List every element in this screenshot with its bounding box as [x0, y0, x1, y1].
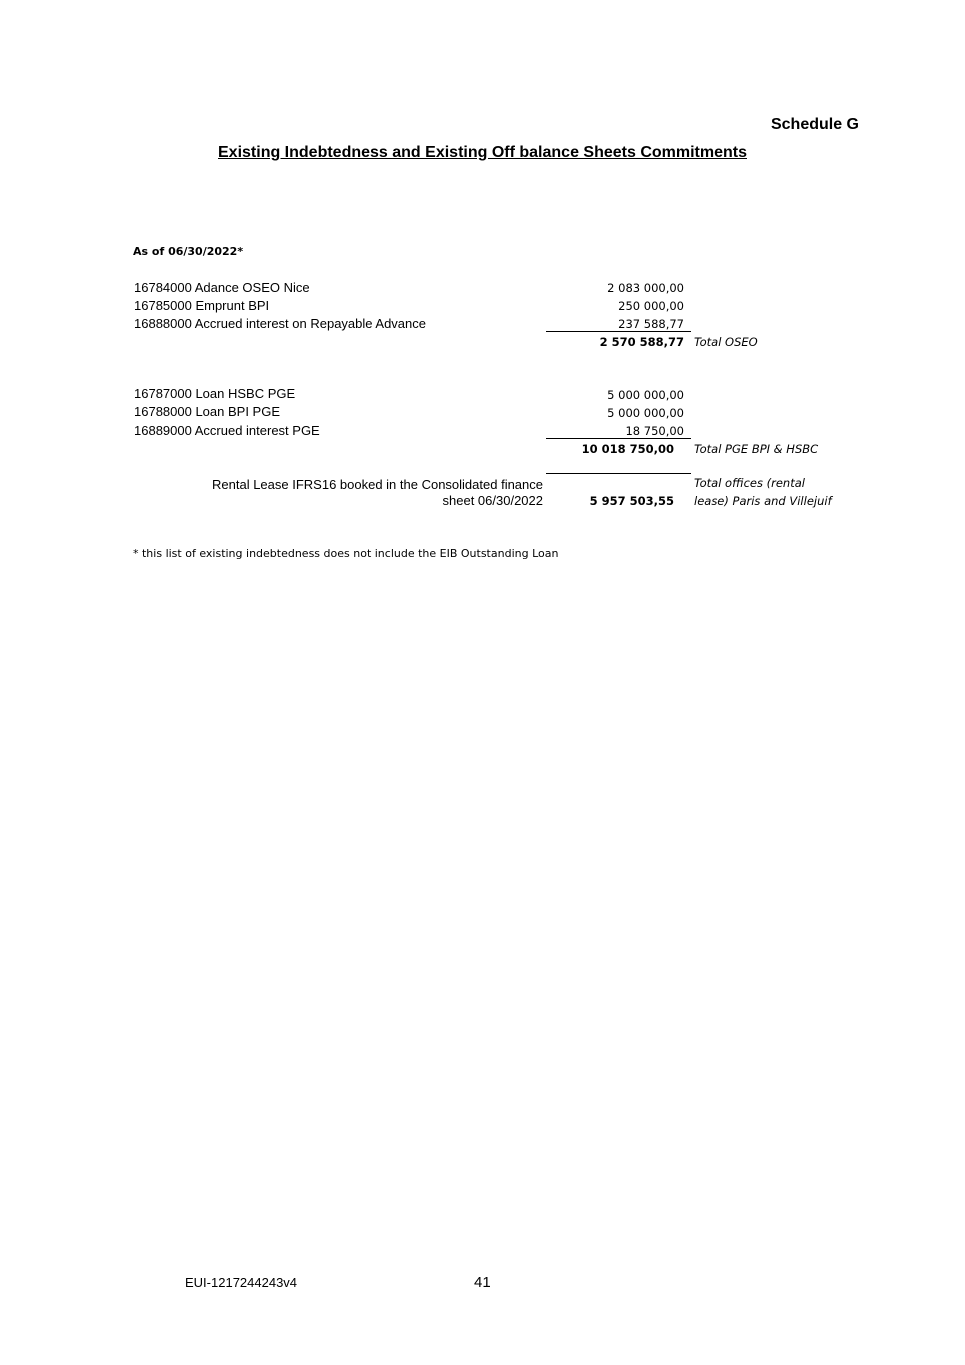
oseo-total-label: Total OSEO [694, 335, 758, 349]
oseo-row-2-amount: 250 000,00 [618, 299, 684, 313]
pge-row-1-description: 16787000 Loan HSBC PGE [134, 386, 296, 401]
pge-row-1-amount: 5 000 000,00 [607, 388, 684, 402]
pge-row-2-amount: 5 000 000,00 [607, 406, 684, 420]
rental-note-line-1: Total offices (rental [694, 476, 805, 490]
pge-total-label: Total PGE BPI & HSBC [694, 442, 819, 456]
rental-note-line-2: lease) Paris and Villejuif [694, 494, 832, 508]
pge-row-2-description: 16788000 Loan BPI PGE [134, 404, 281, 419]
rental-lease-amount: 5 957 503,55 [589, 494, 674, 508]
oseo-row-1-description: 16784000 Adance OSEO Nice [134, 280, 310, 295]
page-title: Existing Indebtedness and Existing Off balance Sheets Commitments [218, 144, 747, 161]
oseo-row-3-description: 16888000 Accrued interest on Repayable Advance [134, 316, 426, 331]
footnote: * this list of existing indebtedness does not include the EIB Outstanding Loan [133, 547, 559, 560]
oseo-total-rule [546, 331, 691, 332]
pge-row-3-amount: 18 750,00 [625, 424, 684, 438]
pge-total-rule [546, 438, 691, 439]
page-number: 41 [474, 1274, 491, 1291]
schedule-label: Schedule G [770, 116, 859, 133]
rental-lease-description: Rental Lease IFRS16 booked in the Consolidated finance sheet 06/30/2022 [212, 477, 543, 508]
oseo-total-amount: 2 570 588,77 [599, 335, 684, 349]
as-of-date: As of 06/30/2022* [133, 245, 244, 258]
pge-total-amount: 10 018 750,00 [581, 442, 674, 456]
pge-row-3-description: 16889000 Accrued interest PGE [134, 423, 320, 438]
oseo-row-1-amount: 2 083 000,00 [607, 281, 684, 295]
oseo-row-2-description: 16785000 Emprunt BPI [134, 298, 270, 313]
document-id: EUI-1217244243v4 [185, 1275, 298, 1290]
oseo-row-3-amount: 237 588,77 [618, 317, 684, 331]
rental-top-rule [546, 473, 691, 474]
